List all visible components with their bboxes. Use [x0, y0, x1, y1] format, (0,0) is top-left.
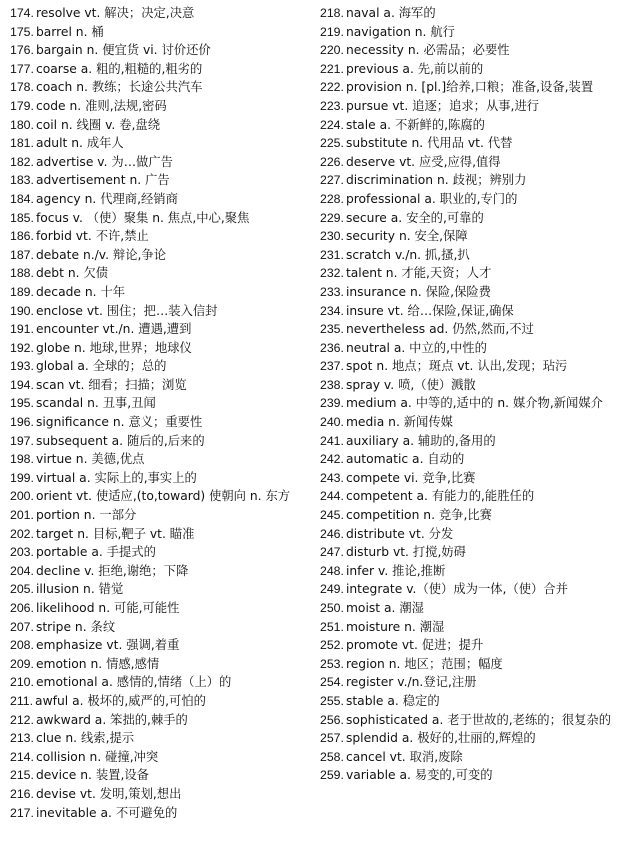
- entry-number: 233.: [320, 284, 344, 299]
- entry-number: 177.: [10, 61, 34, 76]
- entry-text: variable a. 易变的,可变的: [345, 768, 493, 783]
- entry-number: 176.: [10, 43, 34, 58]
- vocab-entry: [320, 469, 616, 488]
- entry-number: 219.: [320, 24, 344, 39]
- entry-text: coarse a. 粗的,粗糙的,粗劣的: [35, 61, 203, 76]
- entry-number: 257.: [320, 731, 344, 746]
- entry-text: region n. 地区；范围；幅度: [345, 656, 503, 671]
- entry-text: debate n./v. 辩论,争论: [35, 247, 167, 262]
- entry-text: talent n. 才能,天资；人才: [345, 266, 492, 281]
- vocab-entry: [10, 487, 308, 506]
- entry-text: scratch v./n. 抓,搔,扒: [345, 247, 470, 262]
- entry-text: collision n. 碰撞,冲突: [35, 749, 159, 764]
- entry-text: emotional a. 感情的,情绪（上）的: [35, 675, 232, 690]
- entry-text: cancel vt. 取消,废除: [345, 749, 463, 764]
- entry-number: 259.: [320, 768, 344, 783]
- vocab-entry: [10, 599, 308, 618]
- entry-number: 222.: [320, 80, 344, 95]
- vocab-entry: [10, 41, 308, 60]
- entry-text: pursue vt. 追逐；追求；从事,进行: [345, 98, 540, 113]
- vocab-entry: [320, 4, 616, 23]
- entry-number: 221.: [320, 61, 344, 76]
- entry-number: 212.: [10, 712, 34, 727]
- entry-text: discrimination n. 歧视；辨别力: [345, 173, 527, 188]
- entry-number: 251.: [320, 619, 344, 634]
- vocab-entry: [10, 97, 308, 116]
- vocab-entry: [320, 766, 616, 785]
- entry-number: 192.: [10, 340, 34, 355]
- entry-text: security n. 安全,保障: [345, 229, 468, 244]
- entry-number: 195.: [10, 396, 34, 411]
- vocab-entry: [320, 450, 616, 469]
- entry-text: resolve vt. 解决；决定,决意: [35, 6, 195, 20]
- vocab-entry: [10, 711, 308, 730]
- vocab-entry: [10, 543, 308, 562]
- entry-number: 248.: [320, 563, 344, 578]
- entry-number: 185.: [10, 210, 34, 225]
- entry-number: 184.: [10, 191, 34, 206]
- vocab-entry: [10, 23, 308, 42]
- entry-text: register v./n.登记,注册: [345, 675, 477, 690]
- entry-number: 180.: [10, 117, 34, 132]
- entry-number: 211.: [10, 693, 34, 708]
- entry-number: 226.: [320, 154, 344, 169]
- entry-text: decline v. 拒绝,谢绝；下降: [35, 563, 189, 578]
- vocab-entry: [10, 580, 308, 599]
- vocab-entry: [320, 171, 616, 190]
- entry-text: portion n. 一部分: [35, 508, 137, 523]
- vocab-entry: [320, 748, 616, 767]
- vocab-entry: [320, 618, 616, 637]
- entry-number: 242.: [320, 452, 344, 467]
- entry-number: 188.: [10, 266, 34, 281]
- entry-text: infer v. 推论,推断: [345, 563, 446, 578]
- entry-text: advertise v. 为…做广告: [35, 154, 173, 169]
- vocab-entry: [320, 116, 616, 135]
- entry-text: competent a. 有能力的,能胜任的: [345, 489, 535, 504]
- vocab-entry: [10, 357, 308, 376]
- entry-number: 210.: [10, 675, 34, 690]
- entry-text: enclose vt. 围住；把…装入信封: [35, 303, 218, 318]
- entry-text: sophisticated a. 老于世故的,老练的；很复杂的: [345, 712, 612, 727]
- entry-number: 203.: [10, 545, 34, 560]
- vocab-entry: [320, 60, 616, 79]
- entry-number: 238.: [320, 377, 344, 392]
- entry-number: 194.: [10, 377, 34, 392]
- entry-text: coach n. 教练；长途公共汽车: [35, 80, 203, 95]
- vocab-entry: [10, 673, 308, 692]
- entry-text: device n. 装置,设备: [35, 768, 149, 783]
- vocab-entry: [10, 469, 308, 488]
- entry-text: virtue n. 美德,优点: [35, 452, 145, 467]
- vocab-entry: [10, 376, 308, 395]
- entry-number: 181.: [10, 136, 34, 151]
- entry-number: 243.: [320, 470, 344, 485]
- entry-text: secure a. 安全的,可靠的: [345, 210, 484, 225]
- left-column: [10, 4, 308, 822]
- entry-number: 206.: [10, 601, 34, 615]
- entry-text: scan vt. 细看；扫描；浏览: [35, 377, 187, 392]
- entry-text: spray v. 喷,（使）溅散: [345, 377, 476, 392]
- entry-text: disturb vt. 打搅,妨碍: [345, 545, 466, 560]
- entry-text: debt n. 欠债: [35, 266, 109, 281]
- entry-text: automatic a. 自动的: [345, 452, 465, 467]
- vocab-entry: [320, 227, 616, 246]
- right-column: [320, 4, 616, 785]
- entry-text: competition n. 竞争,比赛: [345, 508, 492, 523]
- vocab-entry: [10, 4, 308, 23]
- entry-text: target n. 目标,靶子 vt. 瞄准: [35, 526, 195, 541]
- entry-text: adult n. 成年人: [35, 136, 124, 151]
- vocab-entry: [10, 506, 308, 525]
- entry-text: virtual a. 实际上的,事实上的: [35, 470, 197, 485]
- vocab-entry: [10, 692, 308, 711]
- entry-number: 204.: [10, 563, 34, 578]
- entry-text: advertisement n. 广告: [35, 173, 170, 188]
- entry-number: 240.: [320, 415, 344, 430]
- entry-text: globe n. 地球,世界；地球仪: [35, 340, 192, 355]
- vocab-entry: [10, 171, 308, 190]
- entry-text: distribute vt. 分发: [345, 526, 454, 541]
- entry-number: 247.: [320, 545, 344, 560]
- entry-number: 229.: [320, 210, 344, 225]
- entry-number: 252.: [320, 638, 344, 653]
- entry-number: 218.: [320, 6, 344, 20]
- vocab-entry: [320, 153, 616, 172]
- entry-number: 200.: [10, 489, 34, 504]
- entry-text: stripe n. 条纹: [35, 619, 116, 634]
- entry-text: stale a. 不新鲜的,陈腐的: [345, 117, 485, 132]
- entry-text: medium a. 中等的,适中的 n. 媒介物,新闻媒介: [345, 396, 603, 411]
- vocab-entry: [320, 246, 616, 265]
- entry-text: bargain n. 便宜货 vi. 讨价还价: [35, 43, 211, 58]
- vocab-entry: [320, 320, 616, 339]
- entry-text: subsequent a. 随后的,后来的: [35, 433, 205, 448]
- entry-text: media n. 新闻传媒: [345, 415, 453, 430]
- entry-text: spot n. 地点；斑点 vt. 认出,发现；玷污: [345, 359, 568, 374]
- entry-text: devise vt. 发明,策划,想出: [35, 786, 182, 801]
- entry-number: 208.: [10, 638, 34, 653]
- vocab-entry: [320, 506, 616, 525]
- entry-number: 186.: [10, 229, 34, 244]
- entry-number: 182.: [10, 154, 34, 169]
- vocab-entry: [10, 525, 308, 544]
- vocab-entry: [10, 618, 308, 637]
- entry-text: insurance n. 保险,保险费: [345, 284, 491, 299]
- entry-number: 227.: [320, 173, 344, 188]
- entry-text: orient vt. 使适应,(to,toward) 使朝向 n. 东方: [35, 489, 291, 504]
- vocab-entry: [10, 283, 308, 302]
- vocab-entry: [10, 450, 308, 469]
- vocab-entry: [10, 394, 308, 413]
- entry-text: barrel n. 桶: [35, 24, 104, 39]
- vocab-entry: [320, 394, 616, 413]
- entry-number: 214.: [10, 749, 34, 764]
- entry-text: portable a. 手提式的: [35, 545, 156, 560]
- vocab-entry: [320, 655, 616, 674]
- entry-text: deserve vt. 应受,应得,值得: [345, 154, 501, 169]
- vocab-entry: [10, 320, 308, 339]
- entry-text: code n. 准则,法规,密码: [35, 98, 167, 113]
- vocab-entry: [320, 23, 616, 42]
- entry-number: 244.: [320, 489, 344, 504]
- vocab-entry: [320, 432, 616, 451]
- entry-text: agency n. 代理商,经销商: [35, 191, 178, 206]
- vocab-entry: [320, 357, 616, 376]
- entry-number: 174.: [10, 6, 34, 20]
- entry-number: 256.: [320, 712, 344, 727]
- entry-number: 254.: [320, 675, 344, 690]
- entry-number: 255.: [320, 693, 344, 708]
- entry-number: 209.: [10, 656, 34, 671]
- entry-text: splendid a. 极好的,壮丽的,辉煌的: [345, 731, 536, 746]
- entry-number: 250.: [320, 601, 344, 615]
- vocab-entry: [320, 283, 616, 302]
- entry-number: 231.: [320, 247, 344, 262]
- entry-number: 198.: [10, 452, 34, 467]
- vocab-entry: [10, 60, 308, 79]
- entry-number: 213.: [10, 731, 34, 746]
- entry-number: 237.: [320, 359, 344, 374]
- vocab-entry: [320, 543, 616, 562]
- vocab-entry: [320, 580, 616, 599]
- entry-number: 246.: [320, 526, 344, 541]
- entry-text: illusion n. 错觉: [35, 582, 124, 597]
- entry-number: 196.: [10, 415, 34, 430]
- entry-text: stable a. 稳定的: [345, 693, 440, 708]
- entry-text: naval a. 海军的: [345, 6, 436, 20]
- entry-number: 253.: [320, 656, 344, 671]
- entry-text: clue n. 线索,提示: [35, 731, 135, 746]
- entry-text: nevertheless ad. 仍然,然而,不过: [345, 322, 534, 337]
- entry-number: 217.: [10, 805, 34, 820]
- vocab-entry: [10, 134, 308, 153]
- vocab-entry: [320, 525, 616, 544]
- vocab-entry: [320, 487, 616, 506]
- entry-number: 207.: [10, 619, 34, 634]
- entry-number: 245.: [320, 508, 344, 523]
- vocab-entry: [320, 134, 616, 153]
- vocab-entry: [320, 692, 616, 711]
- entry-number: 179.: [10, 98, 34, 113]
- vocab-entry: [10, 190, 308, 209]
- entry-text: previous a. 先,前以前的: [345, 61, 484, 76]
- entry-text: inevitable a. 不可避免的: [35, 805, 178, 820]
- entry-number: 234.: [320, 303, 344, 318]
- entry-text: encounter vt./n. 遭遇,遭到: [35, 322, 192, 337]
- entry-number: 220.: [320, 43, 344, 58]
- vocab-entry: [10, 562, 308, 581]
- vocab-entry: [10, 636, 308, 655]
- vocab-entry: [10, 804, 308, 823]
- entry-text: emotion n. 情感,感情: [35, 656, 160, 671]
- vocab-entry: [10, 227, 308, 246]
- entry-text: insure vt. 给…保险,保证,确保: [345, 303, 514, 318]
- vocab-entry: [320, 413, 616, 432]
- vocab-entry: [10, 116, 308, 135]
- entry-text: compete vi. 竞争,比赛: [345, 470, 476, 485]
- vocab-entry: [320, 78, 616, 97]
- entry-text: coil n. 线圈 v. 卷,盘绕: [35, 117, 161, 132]
- entry-text: moist a. 潮湿: [345, 601, 424, 615]
- entry-text: promote vt. 促进；提升: [345, 638, 484, 653]
- entry-number: 199.: [10, 470, 34, 485]
- entry-text: neutral a. 中立的,中性的: [345, 340, 487, 355]
- entry-text: auxiliary a. 辅助的,备用的: [345, 433, 496, 448]
- vocab-entry: [320, 190, 616, 209]
- entry-text: professional a. 职业的,专门的: [345, 191, 518, 206]
- vocab-entry: [320, 97, 616, 116]
- vocab-entry: [10, 264, 308, 283]
- entry-text: necessity n. 必需品；必要性: [345, 43, 510, 58]
- entry-number: 197.: [10, 433, 34, 448]
- entry-text: provision n. [pl.]给养,口粮；准备,设备,装置: [345, 80, 594, 95]
- vocab-entry: [320, 673, 616, 692]
- vocab-entry: [320, 41, 616, 60]
- entry-number: 178.: [10, 80, 34, 95]
- entry-number: 223.: [320, 98, 344, 113]
- entry-number: 225.: [320, 136, 344, 151]
- vocab-entry: [10, 153, 308, 172]
- entry-number: 236.: [320, 340, 344, 355]
- vocab-entry: [320, 636, 616, 655]
- vocab-entry: [320, 562, 616, 581]
- entry-number: 205.: [10, 582, 34, 597]
- vocab-entry: [10, 432, 308, 451]
- vocab-entry: [320, 302, 616, 321]
- entry-text: awful a. 极坏的,威严的,可怕的: [35, 693, 206, 708]
- entry-number: 232.: [320, 266, 344, 281]
- vocab-entry: [10, 766, 308, 785]
- entry-number: 228.: [320, 191, 344, 206]
- entry-text: global a. 全球的；总的: [35, 359, 167, 374]
- vocab-entry: [320, 339, 616, 358]
- entry-number: 224.: [320, 117, 344, 132]
- vocab-entry: [320, 209, 616, 228]
- vocab-entry: [320, 264, 616, 283]
- entry-number: 239.: [320, 396, 344, 411]
- vocab-entry: [10, 209, 308, 228]
- entry-text: focus v. （使）聚集 n. 焦点,中心,聚焦: [35, 210, 250, 225]
- entry-number: 241.: [320, 433, 344, 448]
- entry-text: awkward a. 笨拙的,棘手的: [35, 712, 188, 727]
- vocab-entry: [10, 655, 308, 674]
- entry-number: 189.: [10, 284, 34, 299]
- entry-number: 202.: [10, 526, 34, 541]
- entry-text: decade n. 十年: [35, 284, 126, 299]
- entry-text: forbid vt. 不许,禁止: [35, 229, 149, 244]
- entry-number: 191.: [10, 322, 34, 337]
- vocab-entry: [10, 785, 308, 804]
- entry-text: scandal n. 丑事,丑闻: [35, 396, 156, 411]
- vocab-entry: [320, 599, 616, 618]
- vocab-entry: [10, 302, 308, 321]
- entry-number: 193.: [10, 359, 34, 374]
- entry-number: 249.: [320, 582, 344, 597]
- entry-text: significance n. 意义；重要性: [35, 415, 203, 430]
- entry-number: 235.: [320, 322, 344, 337]
- vocab-entry: [320, 711, 616, 730]
- entry-text: likelihood n. 可能,可能性: [35, 601, 180, 615]
- entry-number: 216.: [10, 786, 34, 801]
- vocab-entry: [320, 376, 616, 395]
- vocab-entry: [10, 78, 308, 97]
- vocab-entry: [10, 729, 308, 748]
- entry-text: navigation n. 航行: [345, 24, 455, 39]
- vocab-entry: [10, 748, 308, 767]
- vocab-entry: [10, 246, 308, 265]
- entry-text: integrate v.（使）成为一体,（使）合并: [345, 582, 568, 597]
- entry-number: 187.: [10, 247, 34, 262]
- entry-number: 183.: [10, 173, 34, 188]
- vocab-entry: [320, 729, 616, 748]
- entry-number: 201.: [10, 508, 34, 523]
- entry-number: 190.: [10, 303, 34, 318]
- entry-number: 258.: [320, 749, 344, 764]
- vocab-entry: [10, 339, 308, 358]
- vocab-entry: [10, 413, 308, 432]
- entry-number: 175.: [10, 24, 34, 39]
- entry-number: 215.: [10, 768, 34, 783]
- entry-text: substitute n. 代用品 vt. 代替: [345, 136, 513, 151]
- entry-text: emphasize vt. 强调,着重: [35, 638, 180, 653]
- entry-text: moisture n. 潮湿: [345, 619, 445, 634]
- entry-number: 230.: [320, 229, 344, 244]
